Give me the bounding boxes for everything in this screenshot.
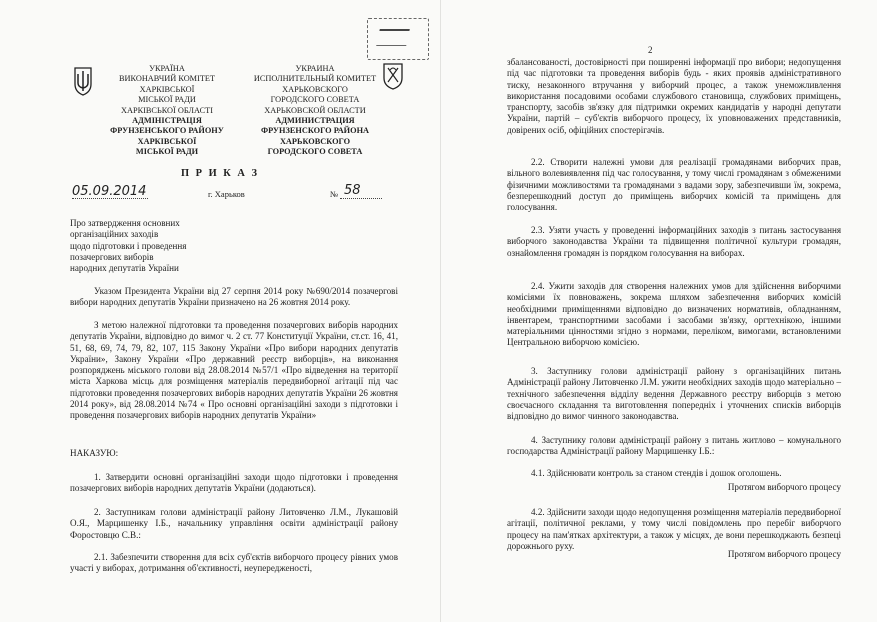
header-ua-line: ХАРКІВСЬКОЇ ОБЛАСТІ bbox=[120, 105, 213, 115]
header-ru-line: ХАРЬКОВСКОГО bbox=[282, 84, 348, 94]
header-ua-line: МІСЬКОЇ РАДИ bbox=[138, 95, 196, 105]
trident-emblem-icon bbox=[73, 66, 93, 96]
item-2-1: 2.1. Забезпечити створення для всіх суб'єктів виборчого процесу рівних умов участі у виборах, дотримання об'єктивності, неупередженості, bbox=[70, 552, 398, 574]
handwritten-number: 58 bbox=[344, 183, 361, 198]
document-page-2 bbox=[441, 0, 877, 622]
date-underline bbox=[72, 198, 148, 199]
term-label-2: Протягом виборчого процесу bbox=[727, 549, 841, 559]
header-ru-line: ФРУНЗЕНСКОГО РАЙОНА bbox=[260, 126, 370, 136]
handwritten-date: 05.09.2014 bbox=[72, 184, 147, 199]
city-label: г. Харьков bbox=[208, 189, 245, 199]
subject-line: організаційних заходів bbox=[70, 229, 159, 240]
term-label-1: Протягом виборчого процесу bbox=[727, 482, 841, 492]
item-4-2: 4.2. Здійснити заходи щодо недопущення розміщення матеріалів передвиборної агітації, політичної реклами, у тому числі повідомлень про перебіг виборчого процесу на пам'ятках архітектури, а також у місцях, де вони перешкоджають безпеці дорожнього руху. bbox=[507, 507, 841, 551]
header-ru-line: ИСПОЛНИТЕЛЬНЫЙ КОМИТЕТ bbox=[253, 74, 377, 84]
header-ua-line: МІСЬКОЇ РАДИ bbox=[135, 147, 199, 157]
subject-line: позачергових виборів bbox=[70, 251, 154, 262]
paragraph-decree: Указом Президента України від 27 серпня 2014 року №690/2014 позачергові вибори народних депутатів України призначено на 26 жовтня 2014 року. bbox=[70, 286, 398, 308]
subject-line: народних депутатів України bbox=[70, 263, 179, 273]
document-title: П Р И К А З bbox=[180, 168, 260, 179]
item-2-2: 2.2. Створити належні умови для реалізації громадянами виборчих прав, вільного волевиявлення під час голосування, у тому числі громадянам з обмеженими фізичними можливостями та громадянами з вадами зору, забезпечивши їм, зокрема, безперешкодний доступ до приміщень виборчих комісій та приміщень для голосування. bbox=[507, 157, 841, 212]
header-ru-line: ГОРОДСКОГО СОВЕТА bbox=[270, 95, 360, 105]
number-underline bbox=[340, 198, 382, 199]
header-ru-line: ХАРЬКОВСКОГО bbox=[279, 136, 351, 146]
subject-line: щодо підготовки і проведення bbox=[70, 240, 187, 251]
item-1: 1. Затвердити основні організаційні заходи щодо підготовки і проведення позачергових виборів народних депутатів України (додаються). bbox=[70, 472, 398, 494]
order-subject bbox=[70, 218, 290, 274]
header-ua-line: ХАРКІВСЬКОЇ bbox=[139, 84, 195, 94]
header-ukrainian bbox=[92, 64, 242, 158]
header-ru-line: АДМИНИСТРАЦИЯ bbox=[275, 116, 355, 126]
item-3: 3. Заступнику голови адміністрації району з організаційних питань Адміністрації району Литовченко Л.М. ужити необхідних заходів щодо матеріально – технічного забезпечення відділу ведення Державного реєстру виборців з метою своєчасного складання та виготовлення попередніх і уточнених списків виборців відповідно до вимог чинного законодавства. bbox=[507, 366, 841, 421]
item-2: 2. Заступникам голови адміністрації району Литовченко Л.М., Лукашовій О.Я., Марцишенку І.Б., начальнику управління освіти адміністрації району Форостовцю С.В.: bbox=[70, 507, 398, 540]
header-russian bbox=[240, 64, 390, 158]
item-4-1: 4.1. Здійснювати контроль за станом стендів і дошок оголошень. bbox=[531, 468, 782, 478]
subject-line: Про затвердження основних bbox=[70, 218, 180, 228]
number-label: № bbox=[330, 189, 339, 199]
header-ru-line: ХАРЬКОВСКОЙ ОБЛАСТИ bbox=[264, 105, 366, 115]
header-ru-line: ГОРОДСКОГО СОВЕТА bbox=[267, 147, 363, 157]
header-ua-line: ФРУНЗЕНСЬКОГО РАЙОНУ bbox=[110, 126, 224, 136]
header-ru-line: УКРАИНА bbox=[295, 64, 335, 73]
header-ua-line: АДМІНІСТРАЦІЯ bbox=[132, 116, 202, 126]
item-2-3: 2.3. Узяти участь у проведенні інформаційних заходів з питань застосування виборчого законодавства України та підвищення політичної культури громадян, ознайомлення громадян із порядком голосування на виборах. bbox=[507, 225, 841, 258]
item-4: 4. Заступнику голови адміністрації району з питань житлово – комунального господарства Адміністрації району Марцишенку І.Б.: bbox=[507, 435, 841, 457]
nakazuyu-label: НАКАЗУЮ: bbox=[70, 448, 119, 458]
city-emblem-icon bbox=[382, 62, 404, 90]
page-number: 2 bbox=[648, 45, 653, 55]
paragraph-purpose: З метою належної підготовки та проведення позачергових виборів народних депутатів України, відповідно до вимог ч. 2 ст. 77 Конституції України, ст.ст. 16, 41, 51, 68, 69, 74, 79, 82, 107, 115 Закону України «Про вибори народних депутатів України», Закону України «Про державний реєстр виборців», на виконання розпоряджень міського голови від 28.08.2014 №57/1 «Про відведення на території міста Харкова місць для розміщення матеріалів передвиборної агітації під час підготовки проведення позачергових виборів народних депутатів України 26 жовтня 2014 року», від 28.08.2014 №74 « Про основні організаційні заходи з підготовки і проведення позачергових виборів народних депутатів України» bbox=[70, 320, 398, 420]
header-ua-line: ВИКОНАВЧИЙ КОМІТЕТ bbox=[118, 74, 216, 84]
registration-stamp bbox=[367, 18, 429, 60]
header-ua-line: ХАРКІВСЬКОЇ bbox=[137, 136, 197, 146]
header-ua-line: УКРАЇНА bbox=[149, 64, 185, 73]
item-2-1-continued: збалансованості, достовірності при поширенні інформації про вибори; недопущення під час підготовки та проведення виборів будь - яких проявів адміністративного тиску, незаконного втручання у виборчий процес, а також унеможливлення використання посадовими особами службового становища, службових приміщень, транспорту, засобів зв'язку для підтримки окремих кандидатів у народні депутати України, партій – суб'єктів виборчого процесу, їх уповноважених представників, довірених осіб, офіційних спостерігачів. bbox=[507, 57, 841, 135]
item-2-4: 2.4. Ужити заходів для створення належних умов для здійснення виборчими комісіями їх повноважень, зокрема шляхом забезпечення виборчих комісій необхідними приміщеннями відповідно до визначених нормативів, обладнанням, інвентарем, транспортними засобами і засобами зв'язку, оргтехнікою, іншими матеріальними цінностями згідно з нормами, переліком, вимогами, встановленими Центральною виборчою комісією. bbox=[507, 281, 841, 348]
